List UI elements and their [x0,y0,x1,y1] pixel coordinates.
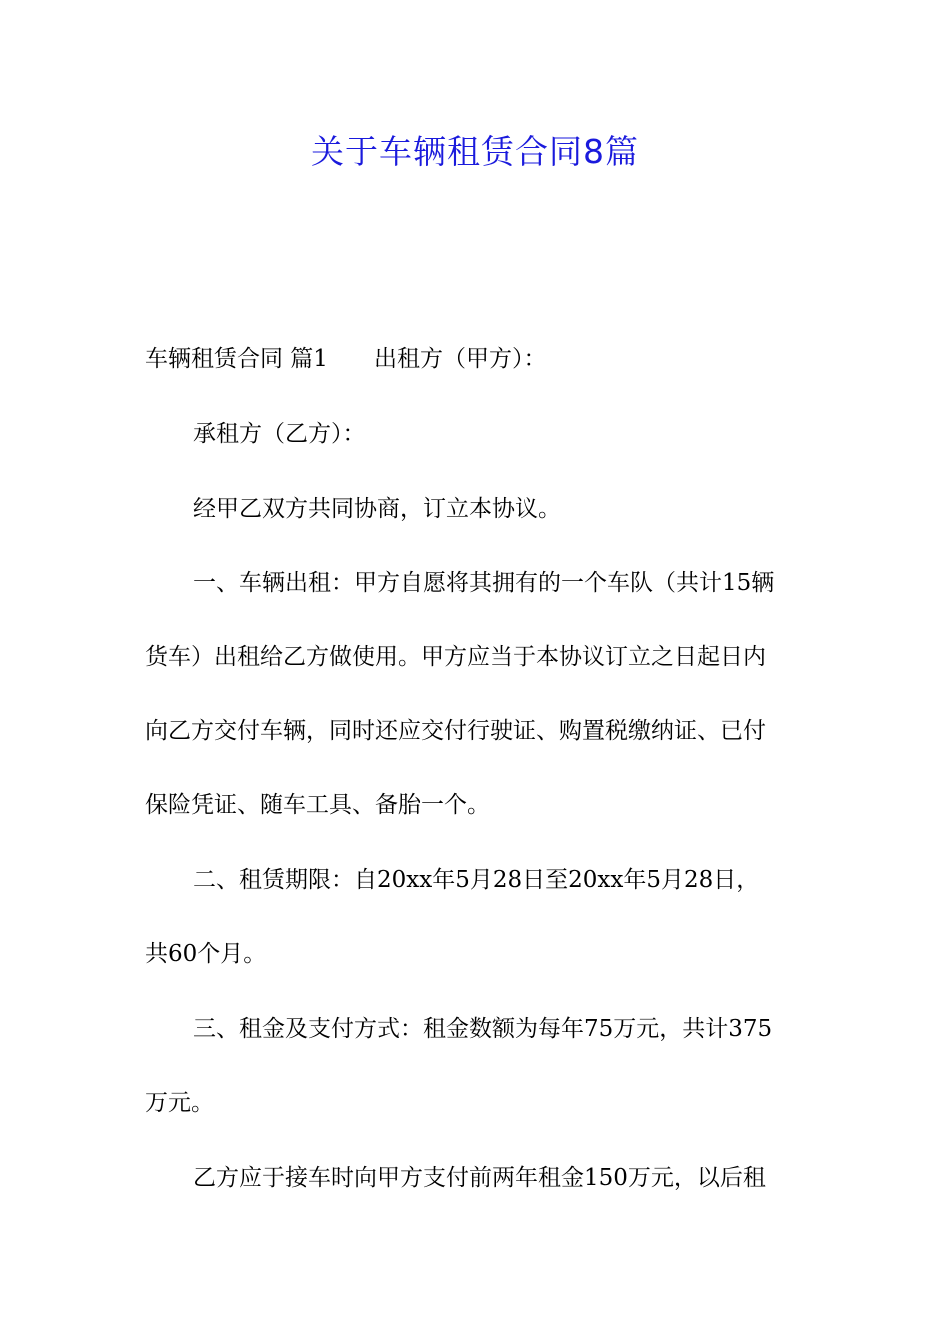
paragraph-clause-3-line-1: 三、租金及支付方式：租金数额为每年75万元，共计375 [193,1016,773,1042]
paragraph-payment-line-1: 乙方应于接车时向甲方支付前两年租金150万元，以后租 [193,1165,766,1191]
paragraph-clause-3-line-2: 万元。 [145,1090,214,1116]
paragraph-agreement: 经甲乙双方共同协商，订立本协议。 [193,496,561,522]
paragraph-clause-1-line-4: 保险凭证、随车工具、备胎一个。 [145,792,490,818]
paragraph-clause-2-line-1: 二、租赁期限：自20xx年5月28日至20xx年5月28日， [193,867,760,893]
paragraph-clause-1-line-2: 货车）出租给乙方做使用。甲方应当于本协议订立之日起日内 [145,644,766,670]
document-title: 关于车辆租赁合同8篇 [311,132,639,171]
lessor-label: 出租方（甲方）： [373,346,547,372]
paragraph-clause-1-line-3: 向乙方交付车辆，同时还应交付行驶证、购置税缴纳证、已付 [145,718,766,744]
paragraph-clause-2-line-2: 共60个月。 [145,941,267,967]
lessee-label: 承租方（乙方）： [193,421,366,447]
paragraph-clause-1-line-1: 一、车辆出租：甲方自愿将其拥有的一个车队（共计15辆 [193,570,775,596]
contract-heading-line [145,339,546,379]
contract-heading: 车辆租赁合同 篇1 [145,346,328,372]
